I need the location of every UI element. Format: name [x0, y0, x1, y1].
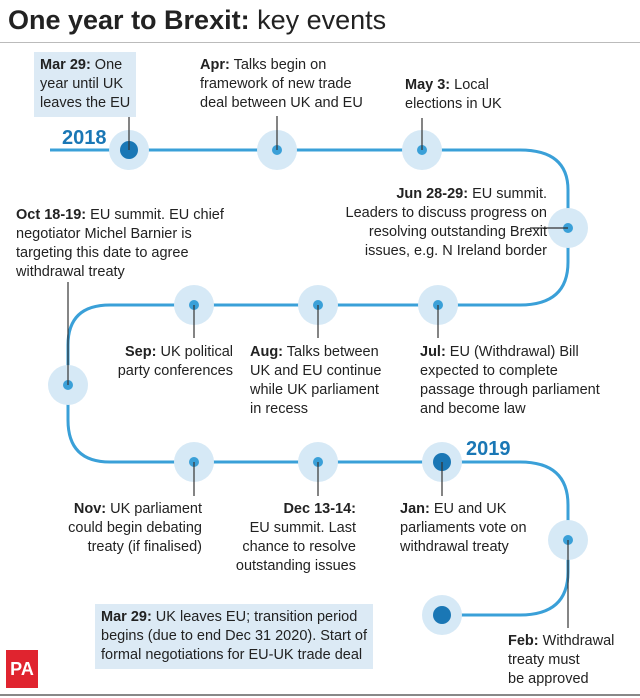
- event-aug: [250, 343, 381, 419]
- event-text-line: One: [90, 57, 123, 73]
- event-text-line: passage through parliament: [420, 382, 600, 398]
- event-date-label: Dec 13-14:: [283, 501, 356, 517]
- event-text-line: EU (Withdrawal) Bill: [445, 344, 579, 360]
- year-2019: 2019: [466, 438, 511, 460]
- event-text-line: parliaments vote on: [400, 520, 527, 536]
- event-text-line: begins (due to end Dec 31 2020). Start of: [101, 628, 368, 644]
- event-text-line: Talks between: [283, 344, 379, 360]
- event-jun: [346, 185, 548, 261]
- bottom-divider: [0, 694, 640, 696]
- event-date-label: Jul:: [420, 344, 446, 360]
- event-text-line: Withdrawal: [538, 633, 615, 649]
- event-apr: [200, 56, 363, 113]
- event-text-line: be approved: [508, 671, 589, 687]
- event-jan: [400, 500, 527, 557]
- event-text-line: targeting this date to agree: [16, 245, 189, 261]
- event-text-line: treaty must: [508, 652, 580, 668]
- event-text-line: negotiator Michel Barnier is: [16, 226, 192, 242]
- event-text-line: UK political: [156, 344, 233, 360]
- event-date-label: Apr:: [200, 57, 230, 73]
- event-nov: [68, 500, 202, 557]
- event-mar29-2019: [95, 604, 373, 669]
- event-text-line: party conferences: [117, 363, 233, 379]
- title-bold: One year to Brexit:: [8, 5, 250, 35]
- event-text-line: year until UK: [40, 76, 124, 92]
- event-text-line: issues, e.g. N Ireland border: [364, 243, 547, 259]
- event-text-line: expected to complete: [420, 363, 558, 379]
- event-text-line: outstanding issues: [235, 558, 356, 574]
- marker-dot-major: [433, 606, 451, 624]
- event-text-line: could begin debating: [68, 520, 202, 536]
- event-text-line: while UK parliament: [250, 382, 379, 398]
- event-text-line: chance to resolve: [242, 539, 356, 555]
- event-text-line: resolving outstanding Brexit: [368, 224, 547, 240]
- event-text-line: treaty (if finalised): [87, 539, 202, 555]
- event-text-line: EU summit. EU chief: [86, 207, 224, 223]
- event-date-label: Sep:: [125, 344, 157, 360]
- year-2018: 2018: [62, 127, 107, 149]
- event-text-line: deal between UK and EU: [200, 95, 363, 111]
- event-text-line: formal negotiations for EU-UK trade deal: [101, 647, 363, 663]
- event-text-line: UK leaves EU; transition period: [151, 609, 358, 625]
- event-text-line: and become law: [420, 401, 526, 417]
- event-date-label: Jun 28-29:: [396, 186, 469, 202]
- event-may3: [405, 76, 502, 114]
- event-text-line: UK parliament: [106, 501, 202, 517]
- event-text-line: UK and EU continue: [250, 363, 382, 379]
- event-text-line: Talks begin on: [229, 57, 327, 73]
- event-text-line: Leaders to discuss progress on: [345, 205, 547, 221]
- event-text-line: elections in UK: [405, 96, 502, 112]
- event-date-label: Nov:: [73, 501, 107, 517]
- event-jul: [420, 343, 600, 419]
- event-text-line: EU and UK: [429, 501, 507, 517]
- event-date-label: Mar 29:: [40, 57, 91, 73]
- event-text-line: leaves the EU: [40, 95, 131, 111]
- event-date-label: Feb:: [508, 633, 539, 649]
- event-date-label: Jan:: [400, 501, 430, 517]
- event-text-line: EU summit. Last: [249, 520, 356, 536]
- event-text-line: withdrawal treaty: [400, 539, 509, 555]
- title-rest: key events: [249, 5, 387, 35]
- event-feb: [508, 632, 614, 689]
- event-text-line: EU summit.: [468, 186, 547, 202]
- event-oct: [16, 206, 224, 282]
- event-sep: [118, 343, 233, 381]
- event-date-label: May 3:: [405, 77, 451, 93]
- event-text-line: Local: [450, 77, 489, 93]
- event-text-line: in recess: [250, 401, 309, 417]
- event-dec: [236, 500, 356, 576]
- pa-logo: PA: [6, 650, 38, 688]
- event-date-label: Oct 18-19:: [16, 207, 87, 223]
- event-text-line: withdrawal treaty: [16, 264, 125, 280]
- event-mar29-2018: [34, 52, 136, 117]
- event-date-label: Mar 29:: [101, 609, 152, 625]
- event-text-line: framework of new trade: [200, 76, 352, 92]
- event-date-label: Aug:: [250, 344, 284, 360]
